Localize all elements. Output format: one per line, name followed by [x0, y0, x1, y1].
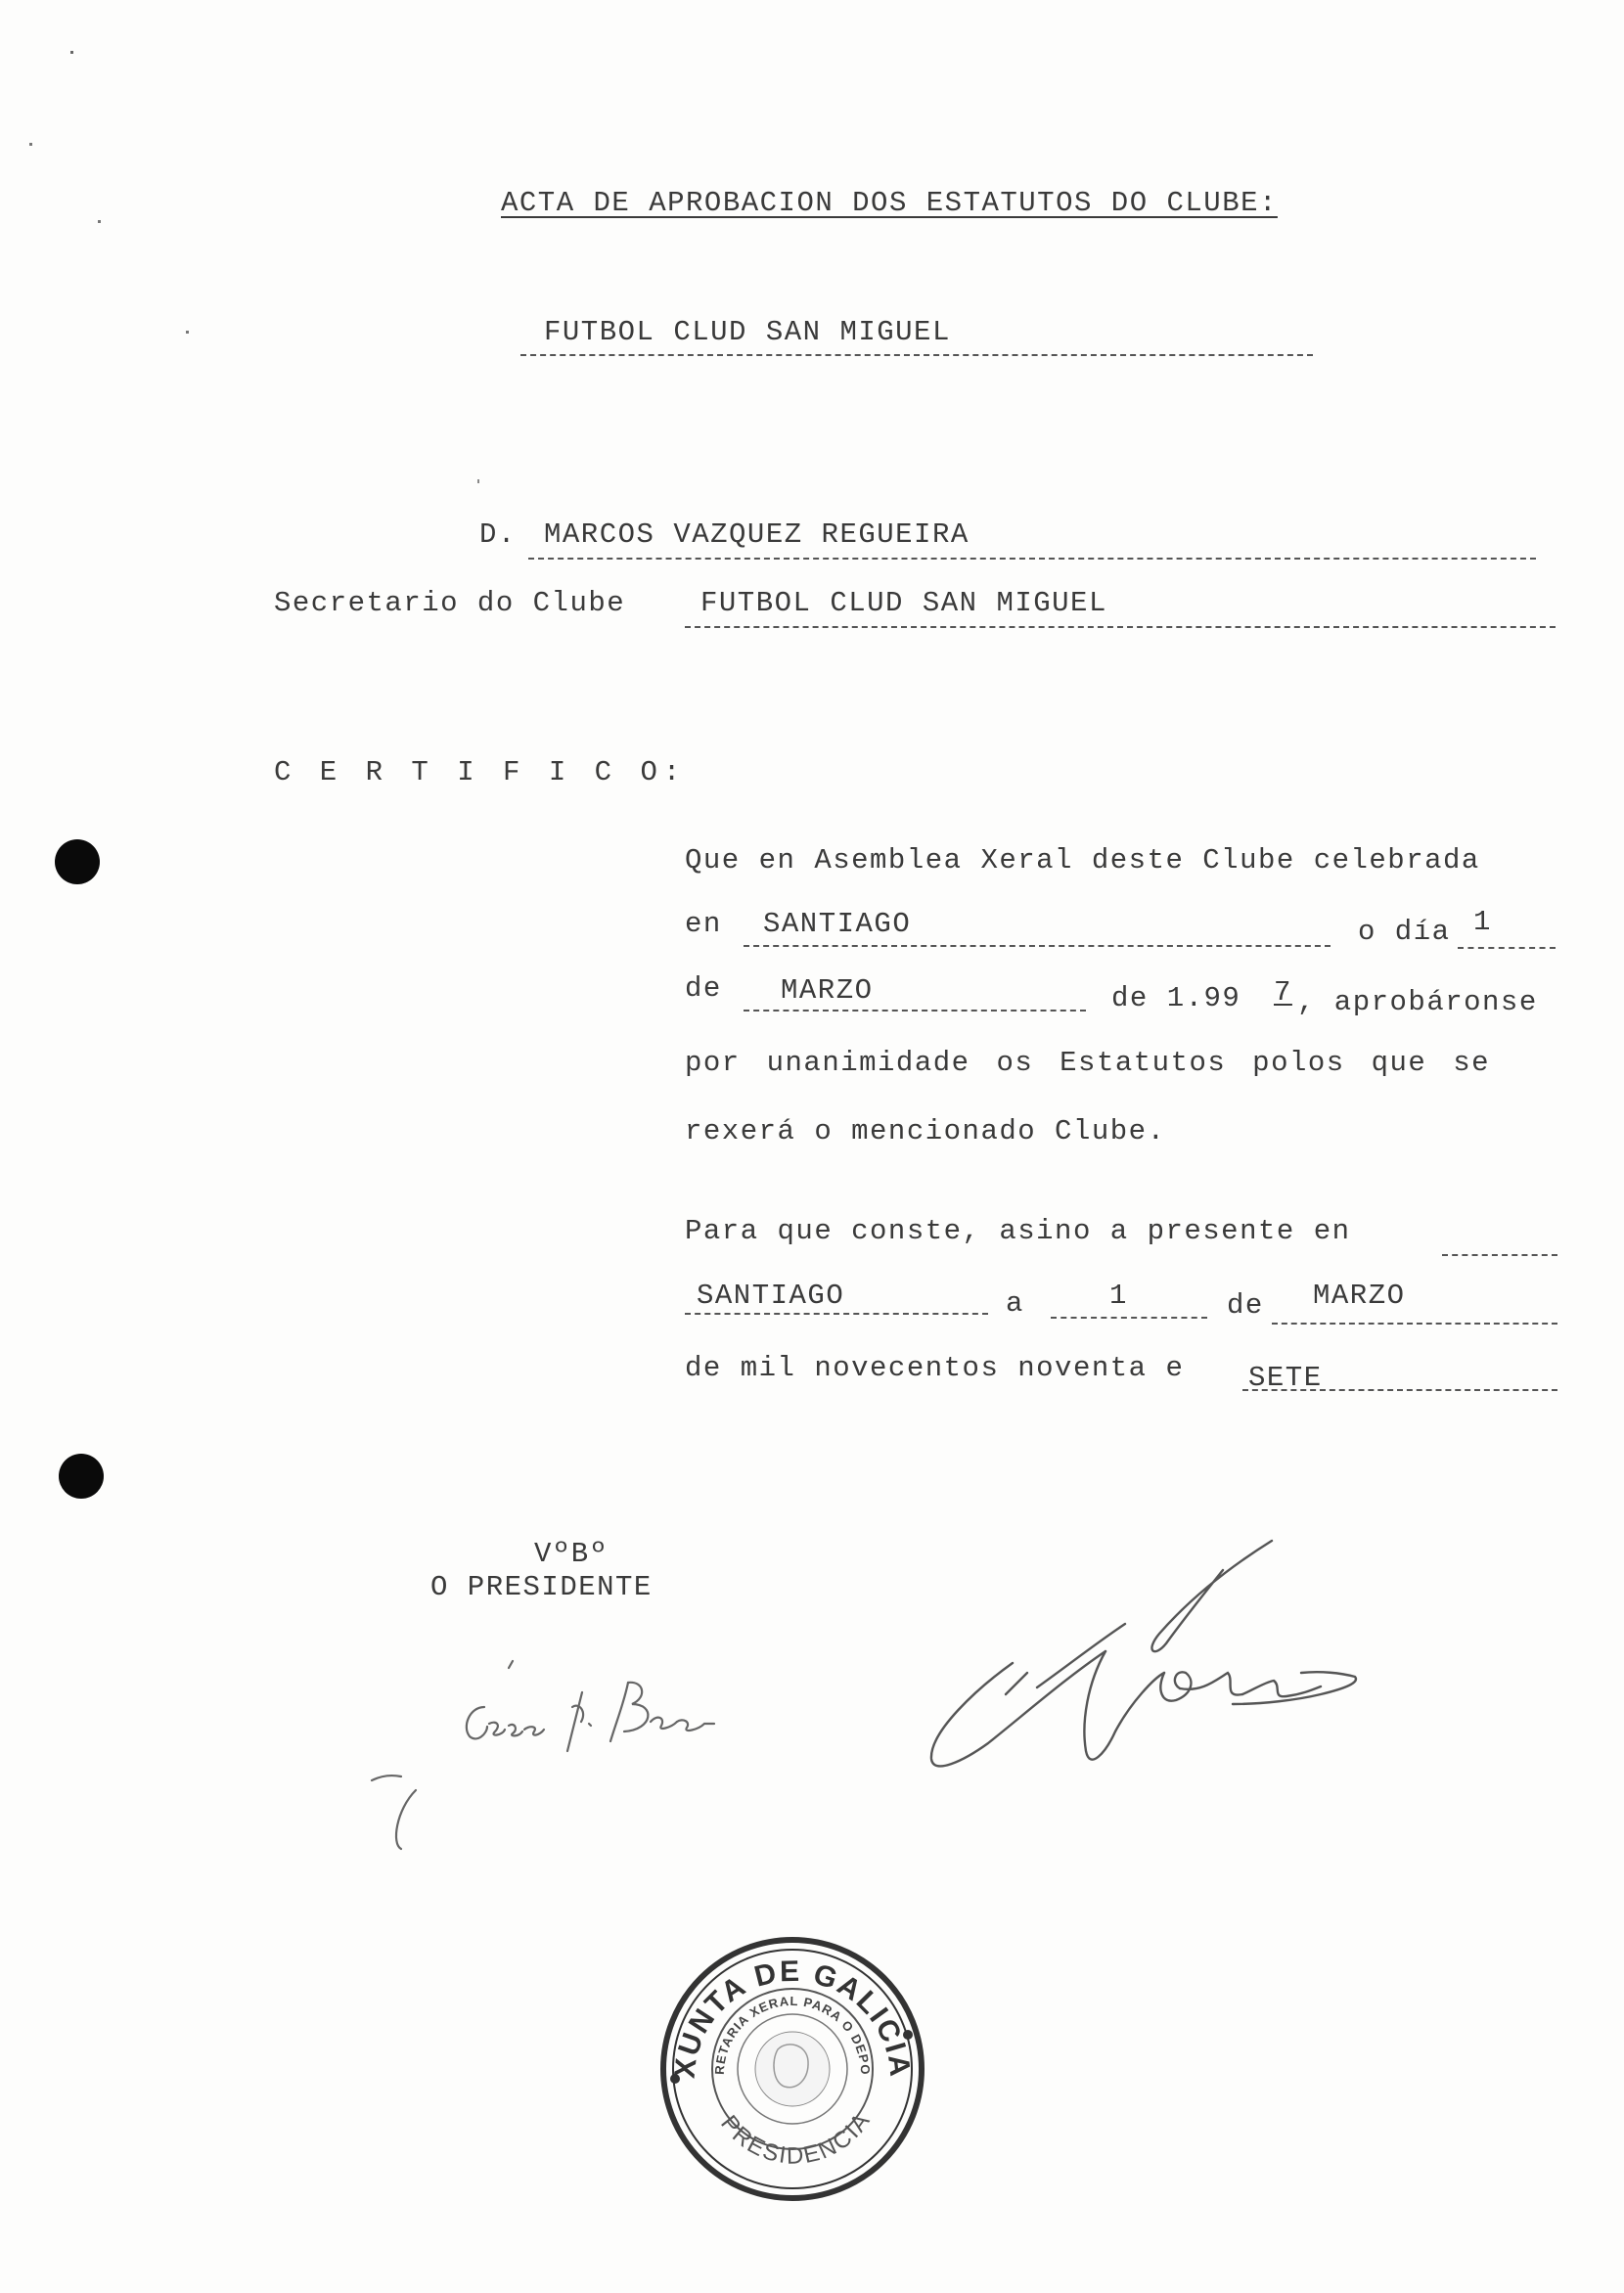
- secretary-signature: [910, 1526, 1379, 1800]
- body-day-underline: [1458, 947, 1556, 949]
- scan-speck: [98, 220, 101, 223]
- body-o-dia: o día: [1358, 916, 1451, 948]
- body-line-1: Que en Asemblea Xeral deste Clube celebrada: [685, 844, 1480, 877]
- body-approved: , aprobáronse: [1297, 986, 1538, 1018]
- closing-month: MARZO: [1313, 1280, 1406, 1312]
- certifico-heading: C E R T I F I C O:: [274, 756, 687, 788]
- body-month-underline: [744, 1010, 1086, 1012]
- closing-year-underline: [1242, 1389, 1557, 1391]
- secretary-name: MARCOS VAZQUEZ REGUEIRA: [544, 518, 970, 551]
- vobo-label: VºBº: [534, 1538, 609, 1570]
- closing-month-underline: [1272, 1323, 1557, 1325]
- body-year-digit: 7: [1274, 976, 1292, 1009]
- punch-hole-top: [55, 839, 100, 884]
- closing-line-3: de mil novecentos noventa e: [685, 1352, 1185, 1384]
- secretary-prefix: D.: [479, 518, 517, 551]
- scan-speck: [29, 143, 32, 146]
- closing-de: de: [1227, 1289, 1264, 1322]
- body-day: 1: [1473, 906, 1492, 938]
- stamp-bottom-text: PRESIDENCIA: [715, 2106, 877, 2170]
- svg-text:PRESIDENCIA: [715, 2107, 876, 2170]
- scan-speck: [477, 479, 479, 483]
- body-line-4: por unanimidade os Estatutos polos que se: [685, 1047, 1491, 1079]
- official-seal-stamp: [650, 1920, 929, 2206]
- body-month: MARZO: [781, 974, 874, 1007]
- secretary-club-underline: [685, 626, 1556, 628]
- stamp-outer-text: XUNTA DE GALICIA: [668, 1955, 917, 2080]
- closing-day: 1: [1109, 1280, 1128, 1312]
- closing-year-word: SETE: [1248, 1362, 1323, 1394]
- president-signature: [372, 1653, 763, 1849]
- punch-hole-bottom: [59, 1454, 104, 1499]
- scan-speck: [70, 51, 73, 54]
- body-line-5: rexerá o mencionado Clube.: [685, 1115, 1166, 1147]
- president-label: O PRESIDENTE: [430, 1571, 653, 1603]
- closing-place-underline: [685, 1313, 988, 1315]
- body-en: en: [685, 908, 722, 940]
- club-name: FUTBOL CLUD SAN MIGUEL: [544, 316, 951, 348]
- body-place: SANTIAGO: [763, 908, 912, 940]
- scan-speck: [186, 331, 189, 334]
- closing-a: a: [1006, 1287, 1024, 1320]
- secretary-name-underline: [528, 558, 1536, 560]
- club-name-underline: [520, 354, 1313, 356]
- secretary-role-label: Secretario do Clube: [274, 587, 626, 619]
- body-place-underline: [744, 945, 1331, 947]
- closing-line-1: Para que conste, asino a presente en: [685, 1215, 1351, 1247]
- document-title: ACTA DE APROBACION DOS ESTATUTOS DO CLUBE:: [501, 187, 1278, 219]
- body-year-prefix: de 1.99: [1111, 982, 1241, 1014]
- stamp-inner-text: SECRETARIA XERAL PARA O DEPORTE: [650, 1920, 874, 2076]
- closing-day-underline: [1051, 1317, 1207, 1319]
- body-de: de: [685, 972, 722, 1005]
- closing-place-prefix-underline: [1442, 1254, 1557, 1256]
- secretary-club: FUTBOL CLUD SAN MIGUEL: [700, 587, 1107, 619]
- closing-place: SANTIAGO: [697, 1280, 845, 1312]
